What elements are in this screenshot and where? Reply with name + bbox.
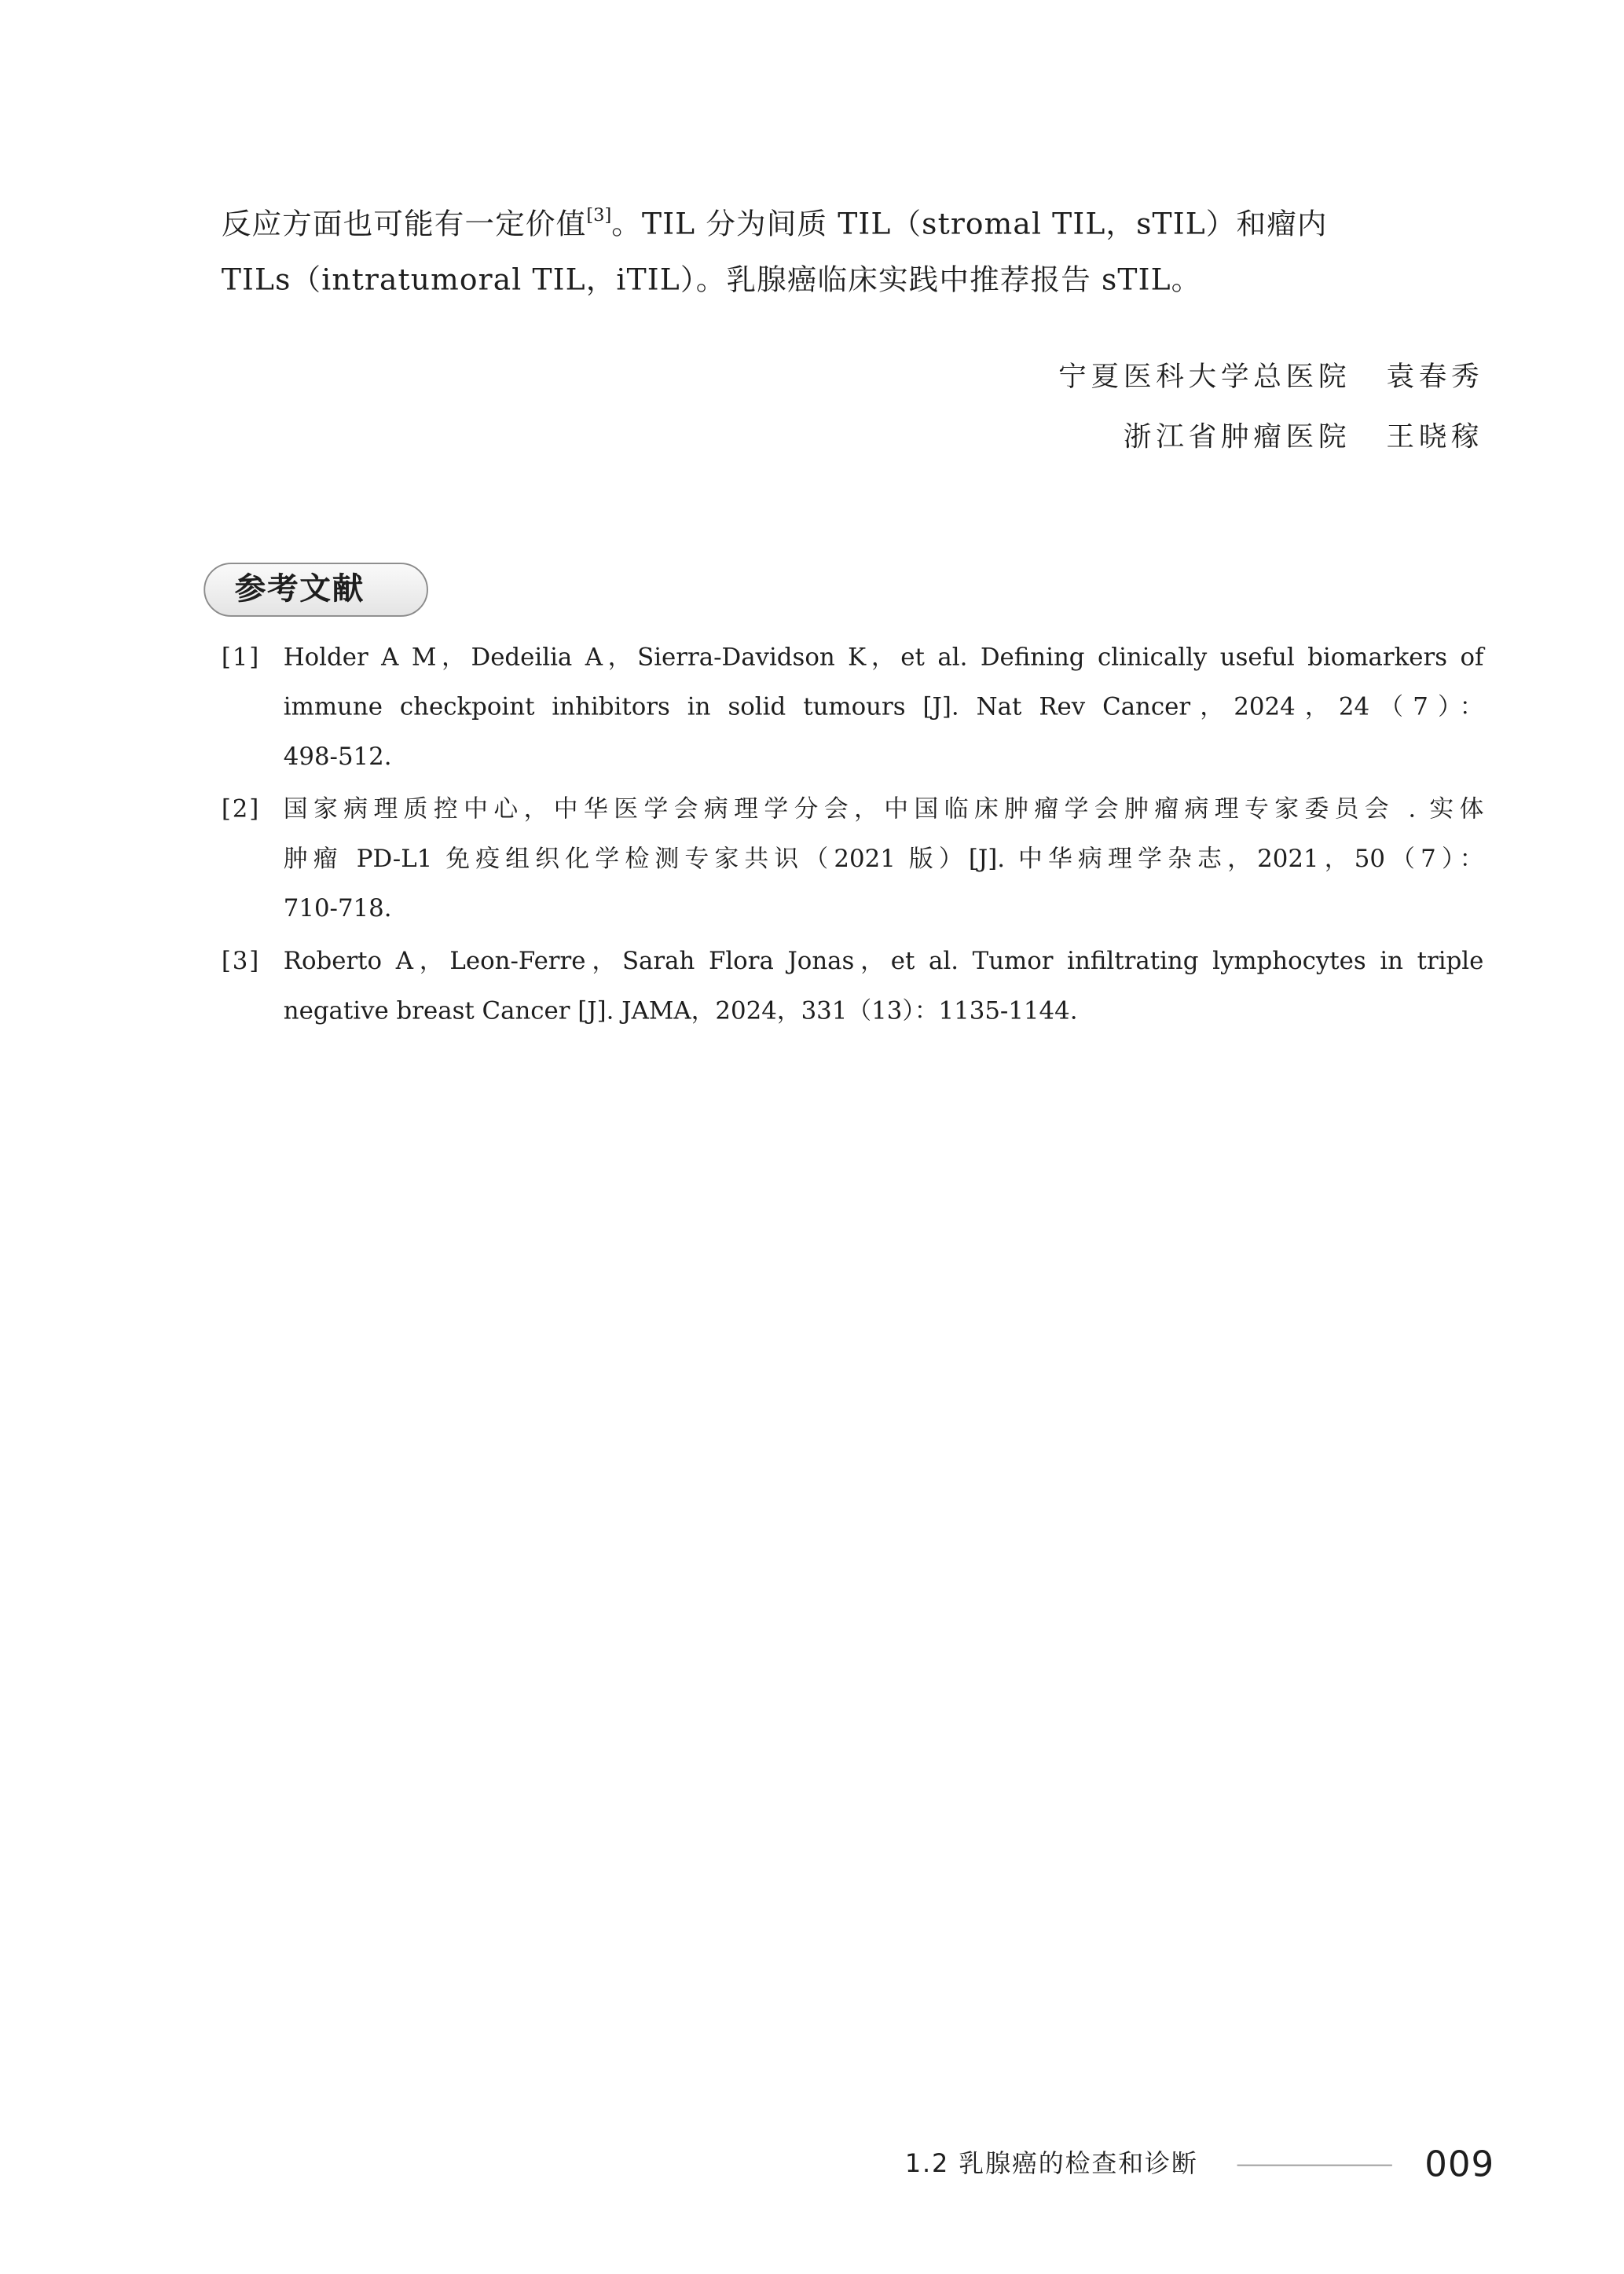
body-line-1 bbox=[222, 187, 1484, 251]
reference-line: 肿瘤 PD-L1 免疫组织化学检测专家共识（2021 版）[J]. 中华病理学杂志，2021，50（7）： bbox=[283, 845, 1484, 873]
reference-number: [2] bbox=[221, 794, 261, 823]
body-paragraph bbox=[222, 187, 1484, 307]
reference-line: 710-718. bbox=[283, 894, 392, 922]
reference-line: Roberto A，Leon-Ferre，Sarah Flora Jonas，et al. Tumor infiltrating lymphocytes in triple bbox=[283, 947, 1484, 975]
author-affiliation: 宁夏医科大学总医院 bbox=[1058, 361, 1351, 394]
author-credit bbox=[1124, 415, 1484, 454]
author-name: 袁春秀 bbox=[1386, 361, 1484, 394]
reference-line: negative breast Cancer [J]. JAMA，2024，331（13）：1135-1144. bbox=[283, 996, 1078, 1025]
reference-item bbox=[222, 937, 1484, 1036]
citation-marker: [3] bbox=[586, 204, 612, 226]
reference-number: [3] bbox=[221, 947, 261, 975]
reference-number: [1] bbox=[221, 643, 261, 671]
reference-line: 498-512. bbox=[283, 742, 392, 771]
reference-text bbox=[284, 937, 1484, 1036]
references-heading: 参考文献 bbox=[203, 563, 428, 617]
reference-item bbox=[222, 785, 1484, 934]
reference-text bbox=[284, 785, 1484, 934]
author-credit bbox=[1058, 355, 1483, 394]
footer-rule bbox=[1237, 2165, 1392, 2166]
reference-item bbox=[222, 633, 1484, 782]
reference-text bbox=[284, 633, 1484, 782]
page-number: 009 bbox=[1424, 2144, 1495, 2185]
body-text: 反应方面也可能有一定价值 bbox=[221, 206, 587, 241]
reference-line: Holder A M，Dedeilia A，Sierra-Davidson K，et al. Defining clinically useful biomarkers of bbox=[283, 643, 1484, 671]
reference-line: 国家病理质控中心，中华医学会病理学分会，中国临床肿瘤学会肿瘤病理专家委员会 . 实体 bbox=[283, 794, 1484, 823]
body-text: 。TIL 分为间质 TIL（stromal TIL，sTIL）和瘤内 bbox=[611, 206, 1328, 241]
author-affiliation: 浙江省肿瘤医院 bbox=[1123, 420, 1351, 453]
reference-list bbox=[222, 633, 1484, 1039]
body-line-2: TILs（intratumoral TIL，iTIL）。乳腺癌临床实践中推荐报告 sTIL。 bbox=[221, 261, 1202, 297]
reference-line: immune checkpoint inhibitors in solid tumours [J]. Nat Rev Cancer，2024，24（7）： bbox=[283, 692, 1484, 721]
author-name: 王晓稼 bbox=[1386, 420, 1484, 453]
running-footer-section-title: 1.2 乳腺癌的检查和诊断 bbox=[904, 2150, 1198, 2180]
